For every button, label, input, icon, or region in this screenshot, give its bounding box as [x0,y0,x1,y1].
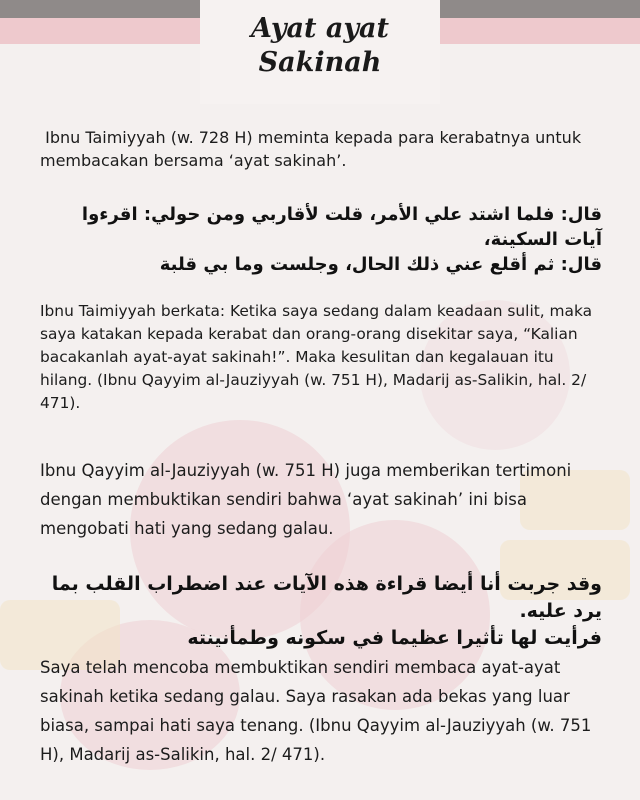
arabic-quote-2 [40,571,602,652]
translation-paragraph-2: Saya telah mencoba membuktikan sendiri membaca ayat-ayat sakinah ketika sedang galau. Saya rasakan ada bekas yang luar biasa, sampai hati saya tenang. (Ibnu Qayyim al-Jauziyyah (w. 751 H), Madarij as-Salikin, hal. 2/ 471). [40,658,592,764]
arabic-quote-2-line-2: فرأيت لها تأثيرا عظيما في سكونه وطمأنينته [187,627,602,649]
arabic-quote-1-line-2: قال: ثم أقلع عني ذلك الحال، وجلست وما بي قلبة [159,254,602,275]
arabic-quote-2-line-1: وقد جربت أنا أيضا قراءة هذه الآيات عند اضطراب القلب بما يرد عليه. [51,573,602,622]
arabic-quote-1 [40,202,602,277]
title-line-2: Sakinah [258,47,382,78]
title-line-1: Ayat ayat [250,13,390,44]
arabic-quote-1-line-1: قال: فلما اشتد علي الأمر، قلت لأقاربي ومن حولي: اقرءوا آيات السكينة، [81,204,602,250]
intro-paragraph: Ibnu Taimiyyah (w. 728 H) meminta kepada para kerabatnya untuk membacakan bersama ‘ayat sakinah’. [40,128,587,170]
translation-paragraph-1: Ibnu Taimiyyah berkata: Ketika saya sedang dalam keadaan sulit, maka saya katakan kepada kerabat dan orang-orang disekitar saya, “Kalian bacakanlah ayat-ayat sakinah!”. Maka kesulitan dan kegalauan itu hilang. (Ibnu Qayyim al-Jauziyyah (w. 751 H), Madarij as-Salikin, hal. 2/ 471). [40,302,593,412]
page-title [200,12,440,80]
testimony-paragraph: Ibnu Qayyim al-Jauziyyah (w. 751 H) juga memberikan tertimoni dengan membuktikan sendiri bahwa ‘ayat sakinah’ ini bisa mengobati hati yang sedang galau. [40,461,572,538]
